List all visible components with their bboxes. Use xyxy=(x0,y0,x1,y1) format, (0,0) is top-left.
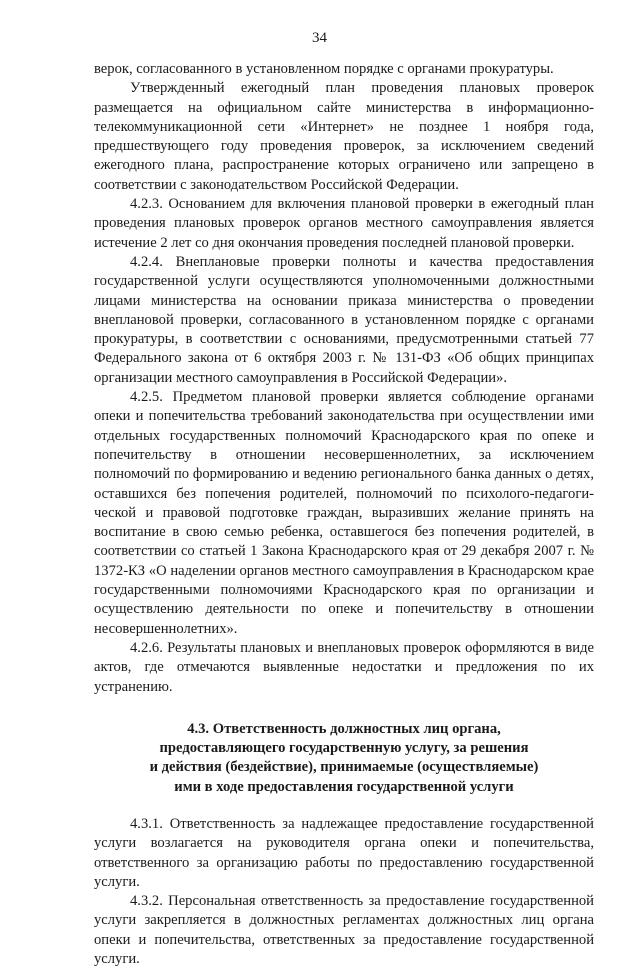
heading-line: ими в ходе предоставления государственной услуги xyxy=(174,778,514,795)
heading-line: 4.3. Ответственность должностных лиц органа, xyxy=(187,720,501,737)
heading-line: предоставляющего государственную услугу, за решения xyxy=(159,740,529,757)
document-body xyxy=(94,60,594,969)
page-number: 34 xyxy=(312,30,327,46)
paragraph: 4.2.6. Результаты плановых и внеплановых проверок оформляются в виде актов, где отмечаются выявленные недостатки и предложения по их устранению. xyxy=(94,639,594,695)
heading-line: и действия (бездействие), принимаемые (осуществляемые) xyxy=(149,759,539,776)
paragraph: 4.2.3. Основанием для включения плановой проверки в ежегодный план проведения плановых проверок органов местного самоуправления является истечение 2 лет со дня окончания проведения последней плановой проверки. xyxy=(94,196,594,251)
paragraph: 4.2.4. Внеплановые проверки полноты и качества предоставления государственной услуги осуществляются уполномоченными должностными лицами министерства на основании приказа министерства о проведении внеплановой проверки, согласованного в установленном порядке с органами прокуратуры, в соответствии с основаниями, предусмотренными статьей 77 Федерального закона от 6 октября 2003 г. № 131-ФЗ «Об общих принципах организации местного самоуправления в Российской Федерации». xyxy=(94,253,594,386)
paragraph: 4.2.5. Предметом плановой проверки является соблюдение органами опеки и попечительства требований законодательства при осуществлении ими отдельных государственных полномочий Краснодарского края по опеке и попечительству в отношении несовершеннолетних, за исключением полномочий по формированию и ведению регионального банка данных о детях, оставшихся без попечения родителей, полномочий по психолого-педагоги-ческой и правовой подготовке граждан, выразивших желание принять на воспитание в свою семью ребенка, оставшегося без попечения родителей, в соответствии со статьей 1 Закона Краснодарского края от 29 декабря 2007 г. № 1372-КЗ «О наделении органов местного самоуправления в Краснодарском крае государственными полномочиями Краснодарского края по организации и осуществлению деятельности по опеке и попечительству в отношении несовершеннолетних». xyxy=(94,389,594,637)
section-4-2-text xyxy=(94,60,594,697)
section-4-3-heading xyxy=(94,720,594,797)
paragraph: 4.3.1. Ответственность за надлежащее предоставление государственной услуги возлагается на руководителя органа опеки и попечительства, ответственного за организацию работы по предоставлению государственной услуги. xyxy=(94,815,594,890)
section-4-3-text xyxy=(94,815,594,969)
paragraph: 4.3.2. Персональная ответственность за предоставление государственной услуги закрепляется в должностных регламентах должностных лиц органа опеки и попечительства, ответственных за предоставление государственной услуги. xyxy=(94,893,594,968)
paragraph: верок, согласованного в установленном порядке с органами прокуратуры. xyxy=(94,61,554,77)
paragraph: Утвержденный ежегодный план проведения плановых проверок размещается на официальном сайте министерства в информационно-телекоммуникационной сети «Интернет» не позднее 1 ноября года, предшествующего году проведения проверок, за исключением сведений ежегодного плана, распространение которых ограничено или запрещено в соответствии с законодательством Российской Федерации. xyxy=(94,80,594,193)
